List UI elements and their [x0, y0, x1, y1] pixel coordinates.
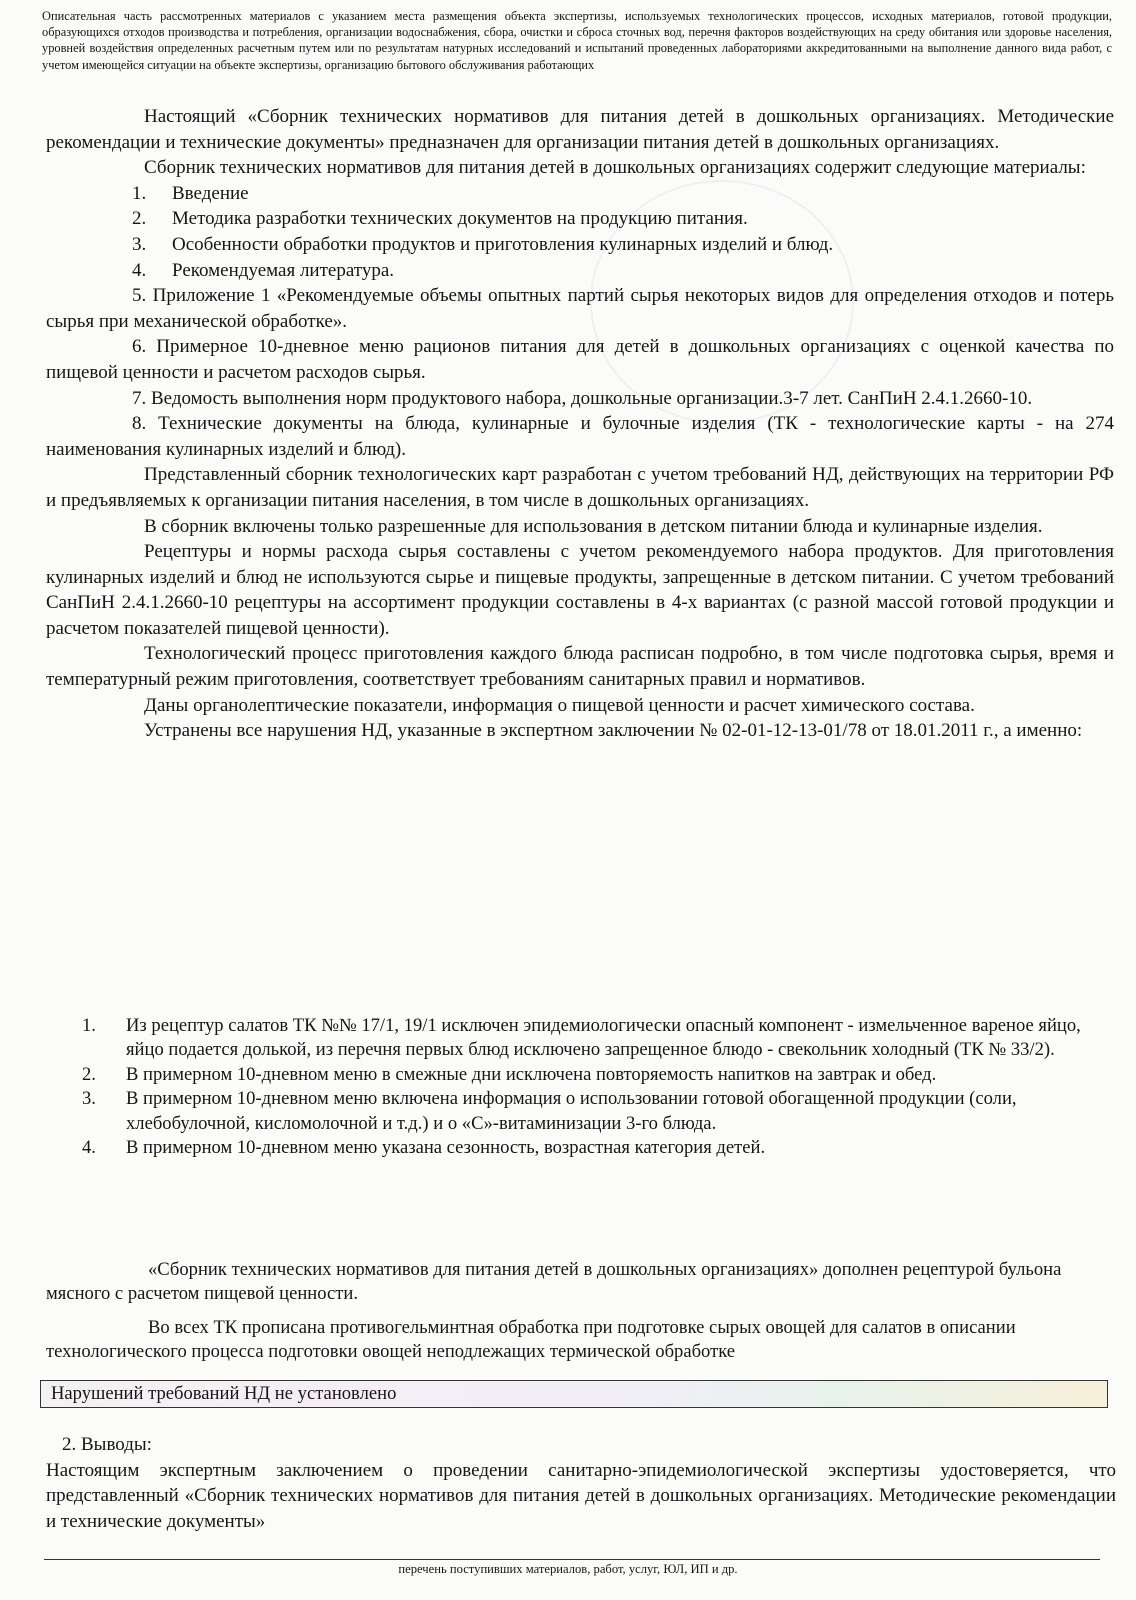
list-item	[46, 206, 1114, 232]
list-item-number: 5.	[132, 285, 147, 307]
fixes-list	[82, 1014, 1082, 1160]
list-item	[46, 232, 1114, 258]
list-item-text: Рекомендуемая литература.	[172, 259, 395, 281]
contents-paragraph: Сборник технических нормативов для питания детей в дошкольных организациях содержит следующие материалы:	[144, 157, 1086, 179]
list-item-number: 2.	[82, 1063, 96, 1085]
intro-paragraph: Настоящий «Сборник технических нормативов для питания детей в дошкольных организациях. Методические рекомендации и технические документы» предназначен для организации питания детей в дошкольных организациях.	[46, 106, 1114, 153]
list-item-text: Введение	[172, 182, 249, 204]
footer-caption: перечень поступивших материалов, работ, услуг, ЮЛ, ИП и др.	[398, 1562, 738, 1576]
contents-list	[46, 181, 1114, 463]
list-item	[82, 1063, 1082, 1087]
list-item-text: Из рецептур салатов ТК №№ 17/1, 19/1 исключен эпидемиологически опасный компонент - измельченное вареное яйцо, яйцо подается долькой, из перечня первых блюд исключено запрещенное блюдо - свекольник холодный (ТК № 33/2).	[126, 1015, 1081, 1061]
conclusions-text: Настоящим экспертным заключением о проведении санитарно-эпидемиологической экспертизы удостоверяется, что представленный «Сборник технических нормативов для питания детей в дошкольных организациях. Методические рекомендации и технические документы»	[46, 1459, 1116, 1532]
list-item-text: Технические документы на блюда, кулинарные и булочные изделия (ТК - технологические карты - на 274 наименования кулинарных изделий и блюд).	[46, 413, 1114, 460]
list-item	[46, 334, 1114, 385]
list-item	[46, 283, 1114, 334]
list-item-number: 3.	[82, 1088, 96, 1110]
paragraph-1: Представленный сборник технологических карт разработан с учетом требований НД, действующих на территории РФ и предъявляемых к организации питания населения, в том числе в дошкольных организациях.	[46, 464, 1114, 511]
list-item-text: Приложение 1 «Рекомендуемые объемы опытных партий сырья некоторых видов для определения отходов и потерь сырья при механической обработке».	[46, 285, 1115, 332]
verdict-box	[40, 1380, 1108, 1408]
paragraph-2: В сборник включены только разрешенные для использования в детском питании блюда и кулинарные изделия.	[144, 515, 1043, 537]
conclusions-section	[46, 1432, 1116, 1534]
list-item-text: В примерном 10-дневном меню указана сезонность, возрастная категория детей.	[126, 1137, 766, 1159]
list-item	[46, 411, 1114, 462]
conclusions-heading: 2. Выводы:	[62, 1434, 152, 1455]
list-item-number: 2.	[132, 208, 147, 230]
list-item	[82, 1136, 1082, 1160]
list-item-number: 8.	[132, 413, 147, 435]
main-body	[46, 104, 1114, 744]
list-item-text: В примерном 10-дневном меню в смежные дни исключена повторяемость напитков на завтрак и обед.	[126, 1063, 937, 1085]
list-item-number: 4.	[82, 1137, 96, 1159]
section-header-note: Описательная часть рассмотренных материалов с указанием места размещения объекта экспертизы, используемых технологических процессов, исходных материалов, готовой продукции, образующихся отходов производства и потребления, организации водоснабжения, сбора, очистки и сброса сточных вод, перечня факторов воздействующих на среду обитания или здоровье населения, уровней воздействия определенных расчетным путем или по результатам натурных исследований и испытаний проведенных лабораториями аккредитованными на выполнение данного вида работ, с учетом имеющейся ситуации на объекте экспертизы, организацию бытового обслуживания работающих	[42, 9, 1112, 72]
paragraph-6: Устранены все нарушения НД, указанные в экспертном заключении № 02-01-12-13-01/78 от 18.01.2011 г., а именно:	[144, 720, 1083, 742]
list-item-number: 7.	[132, 387, 147, 409]
anthelmintic-paragraph: Во всех ТК прописана противогельминтная обработка при подготовке сырых овощей для салатов в описании технологического процесса подготовки овощей неподлежащих термической обработке	[46, 1316, 1016, 1363]
list-item-text: Методика разработки технических документов на продукцию питания.	[172, 208, 748, 230]
list-item	[46, 258, 1114, 284]
list-item	[82, 1014, 1082, 1063]
list-item-text: Особенности обработки продуктов и приготовления кулинарных изделий и блюд.	[172, 233, 834, 255]
list-item-text: Ведомость выполнения норм продуктового набора, дошкольные организации.3-7 лет. СанПиН 2.4.1.2660-10.	[151, 387, 1033, 409]
addendum-section	[46, 1258, 1114, 1365]
list-item-text: Примерное 10-дневное меню рационов питания для детей в дошкольных организациях с оценкой качества по пищевой ценности и расчетом расходов сырья.	[46, 336, 1115, 383]
paragraph-4: Технологический процесс приготовления каждого блюда расписан подробно, в том числе подготовка сырья, время и температурный режим приготовления, соответствует требованиям санитарных правил и нормативов.	[46, 643, 1114, 691]
list-item-number: 1.	[82, 1015, 96, 1036]
list-item-number: 1.	[132, 182, 147, 204]
list-item-text: В примерном 10-дневном меню включена информация о использовании готовой обогащенной продукции (соли, хлебобулочной, кисломолочной и т.д.) и о «С»-витаминизации 3-го блюда.	[126, 1088, 1017, 1134]
list-item	[46, 181, 1114, 207]
paragraph-5: Даны органолептические показатели, информация о пищевой ценности и расчет химического состава.	[144, 694, 975, 716]
list-item-number: 4.	[132, 259, 147, 281]
list-item	[46, 386, 1114, 412]
verdict-text: Нарушений требований НД не установлено	[51, 1383, 397, 1404]
paragraph-3: Рецептуры и нормы расхода сырья составлены с учетом рекомендуемого набора продуктов. Для приготовления кулинарных изделий и блюд не используются сырье и пищевые продукты, запрещенные в детском питании. С учетом требований СанПиН 2.4.1.2660-10 рецептуры на ассортимент продукции составлены в 4-х вариантах (с разной массой готовой продукции и расчетом показателей пищевой ценности).	[46, 541, 1114, 639]
addition-paragraph: «Сборник технических нормативов для питания детей в дошкольных организациях» дополнен рецептурой бульона мясного с расчетом пищевой ценности.	[46, 1259, 1062, 1305]
list-item-number: 6.	[132, 336, 147, 358]
divider	[44, 1559, 1100, 1560]
list-item	[82, 1087, 1082, 1136]
list-item-number: 3.	[132, 233, 147, 255]
